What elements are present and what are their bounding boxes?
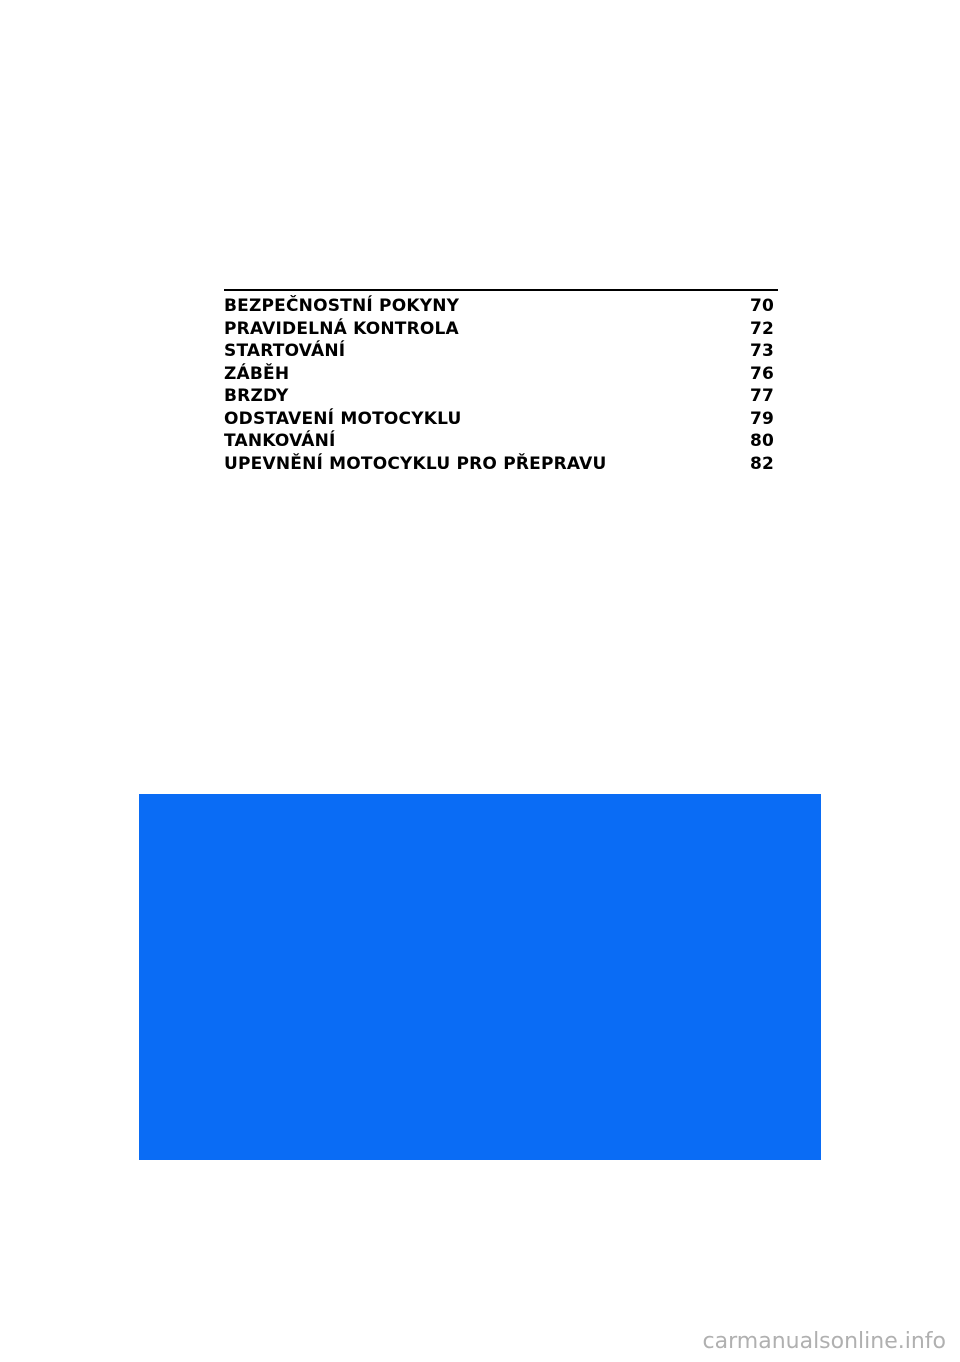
toc-entry-page: 70 xyxy=(749,296,774,316)
toc-entry-title: UPEVNĚNÍ MOTOCYKLU PRO PŘEPRAVU xyxy=(224,453,607,474)
watermark: carmanualsonline.info xyxy=(702,1329,946,1354)
toc-entry-page: 80 xyxy=(749,431,774,451)
toc-entry-title: BRZDY xyxy=(224,386,289,406)
toc-entry-title: STARTOVÁNÍ xyxy=(224,341,346,361)
toc-entry-title: ZÁBĚH xyxy=(224,363,290,384)
toc-entry-title: BEZPEČNOSTNÍ POKYNY xyxy=(224,296,460,316)
table-of-contents xyxy=(224,289,778,475)
toc-entry-running-in[interactable] xyxy=(224,363,778,386)
toc-entry-page: 79 xyxy=(749,408,774,429)
toc-entry-transport[interactable] xyxy=(224,453,778,476)
toc-entry-title: PRAVIDELNÁ KONTROLA xyxy=(224,318,459,339)
toc-entry-regular-check[interactable] xyxy=(224,318,778,341)
toc-entry-page: 77 xyxy=(749,386,774,406)
toc-entry-safety[interactable] xyxy=(224,295,778,318)
toc-entry-title: TANKOVÁNÍ xyxy=(224,431,336,451)
toc-entry-title: ODSTAVENÍ MOTOCYKLU xyxy=(224,408,462,429)
toc-entry-page: 72 xyxy=(749,318,774,339)
toc-entry-refuelling[interactable] xyxy=(224,430,778,453)
toc-entry-starting[interactable] xyxy=(224,340,778,363)
toc-entry-page: 73 xyxy=(749,341,774,361)
toc-entry-page: 76 xyxy=(749,363,774,384)
toc-entry-parking[interactable] xyxy=(224,408,778,431)
blue-image-panel xyxy=(139,794,821,1160)
toc-entry-page: 82 xyxy=(749,453,774,474)
toc-entry-brakes[interactable] xyxy=(224,385,778,408)
